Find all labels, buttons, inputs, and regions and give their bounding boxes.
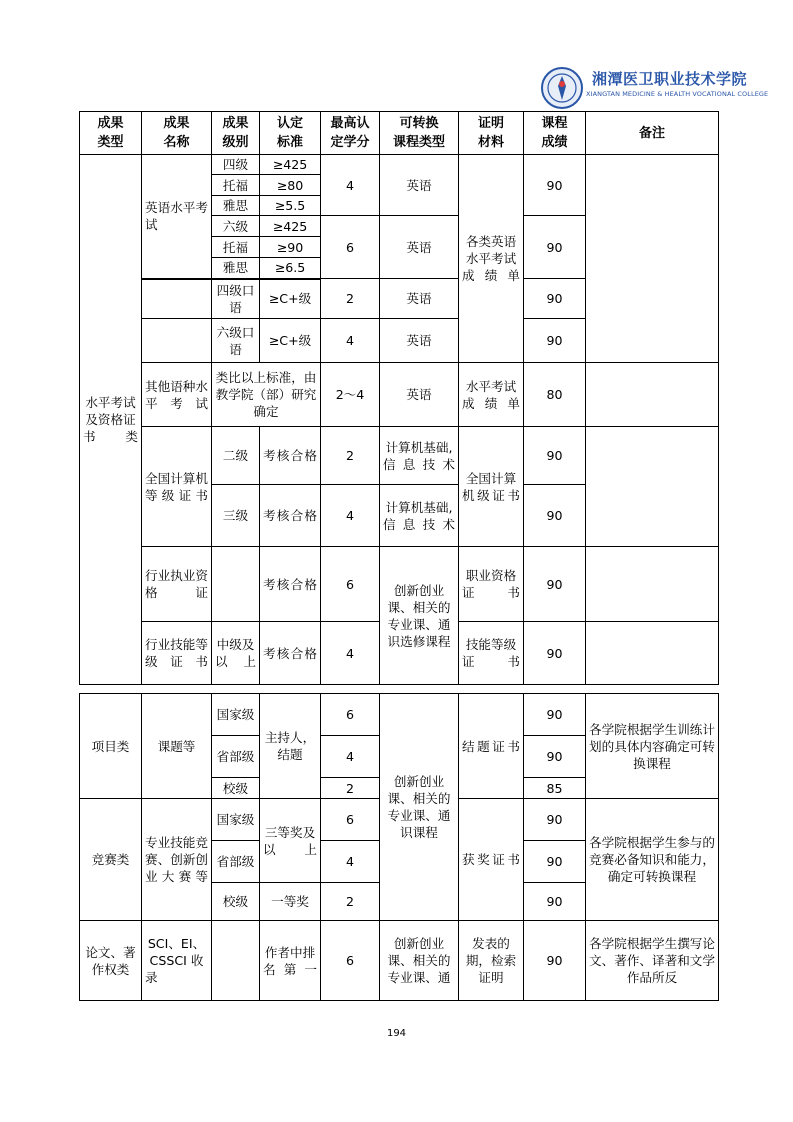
grade-cell: 90 [524, 736, 586, 778]
level-cell: 国家级 [212, 799, 260, 841]
course-cell: 英语 [380, 155, 459, 216]
grade-cell: 80 [524, 363, 586, 427]
standard-cell: 一等奖 [260, 883, 321, 921]
level-cell: 国家级 [212, 694, 260, 736]
credit-cell: 2 [321, 279, 380, 319]
achievement-name [142, 279, 212, 319]
school-name-en: XIANGTAN MEDICINE & HEALTH VOCATIONAL COLLEGE [586, 90, 769, 98]
credit-cell: 2 [321, 427, 380, 485]
credit-cell: 4 [321, 485, 380, 547]
standard-cell: 作者中排名第一 [260, 921, 321, 1001]
credit-cell: 4 [321, 736, 380, 778]
header-remark: 备注 [586, 112, 719, 155]
achievement-name: 课题等 [142, 694, 212, 799]
course-cell: 创新创业课、相关的专业课、通识课程 [380, 694, 459, 921]
course-cell: 英语 [380, 279, 459, 319]
level-cell: 二级 [212, 427, 260, 485]
level-cell: 托福 [212, 175, 260, 196]
grade-cell: 90 [524, 694, 586, 736]
header-level: 成果 级别 [212, 112, 260, 155]
grade-cell: 90 [524, 216, 586, 279]
standard-cell: ≥6.5 [260, 258, 321, 279]
header-type: 成果 类型 [80, 112, 142, 155]
grade-cell: 90 [524, 921, 586, 1001]
proof-cell: 各类英语水平考试成绩单 [459, 155, 524, 363]
category-cell: 项目类 [80, 694, 142, 799]
level-cell: 雅思 [212, 196, 260, 216]
achievement-name: 英语水平考试 [142, 155, 212, 279]
credit-cell: 4 [321, 319, 380, 363]
grade-cell: 90 [524, 279, 586, 319]
remark-cell [586, 622, 719, 685]
course-cell: 英语 [380, 319, 459, 363]
standard-cell: 主持人，结题 [260, 694, 321, 799]
proof-cell: 水平考试成绩单 [459, 363, 524, 427]
remark-cell [586, 155, 719, 363]
level-cell: 托福 [212, 237, 260, 258]
header-credit: 最高认 定学分 [321, 112, 380, 155]
proof-cell: 获奖证书 [459, 799, 524, 921]
grade-cell: 85 [524, 778, 586, 799]
achievement-name: 其他语种水平考试 [142, 363, 212, 427]
course-cell: 英语 [380, 363, 459, 427]
credit-cell: 4 [321, 622, 380, 685]
credit-cell: 6 [321, 694, 380, 736]
remark-cell [586, 427, 719, 547]
credit-cell: 6 [321, 216, 380, 279]
course-cell: 创新创业课、相关的专业课、通 [380, 921, 459, 1001]
standard-cell: ≥90 [260, 237, 321, 258]
standard-cell: 考核合格 [260, 427, 321, 485]
credit-cell: 6 [321, 921, 380, 1001]
remark-cell: 各学院根据学生参与的竞赛必备知识和能力，确定可转换课程 [586, 799, 719, 921]
credit-cell: 6 [321, 547, 380, 622]
standard-cell: 类比以上标准，由教学院（部）研究确定 [212, 363, 321, 427]
grade-cell: 90 [524, 319, 586, 363]
header-standard: 认定 标准 [260, 112, 321, 155]
course-cell: 计算机基础,信息技术 [380, 485, 459, 547]
achievement-name: 全国计算机等级证书 [142, 427, 212, 547]
course-cell: 创新创业课、相关的专业课、通识选修课程 [380, 547, 459, 685]
credit-cell: 4 [321, 841, 380, 883]
school-name: 湘潭医卫职业技术学院 [592, 70, 748, 88]
level-cell: 四级 [212, 155, 260, 175]
level-cell [212, 547, 260, 622]
level-cell: 校级 [212, 883, 260, 921]
standard-cell: 考核合格 [260, 622, 321, 685]
header-course: 可转换 课程类型 [380, 112, 459, 155]
table-row [80, 694, 719, 736]
credit-cell: 4 [321, 155, 380, 216]
grade-cell: 90 [524, 841, 586, 883]
standard-cell: ≥C+级 [260, 279, 321, 319]
header-name: 成果 名称 [142, 112, 212, 155]
grade-cell: 90 [524, 883, 586, 921]
standard-cell: ≥5.5 [260, 196, 321, 216]
achievement-name: 专业技能竞赛、创新创业大赛等 [142, 799, 212, 921]
proof-cell: 技能等级证书 [459, 622, 524, 685]
proof-cell: 全国计算机级证书 [459, 427, 524, 547]
header-grade: 课程 成绩 [524, 112, 586, 155]
level-cell [212, 921, 260, 1001]
grade-cell: 90 [524, 547, 586, 622]
standard-cell: ≥425 [260, 216, 321, 237]
credit-cell: 2 [321, 778, 380, 799]
course-cell: 计算机基础,信息技术 [380, 427, 459, 485]
credit-cell: 2 [321, 883, 380, 921]
standard-cell: 考核合格 [260, 485, 321, 547]
proof-cell: 结题证书 [459, 694, 524, 799]
table-row [80, 155, 719, 175]
grade-cell: 90 [524, 155, 586, 216]
table-row [80, 363, 719, 427]
level-cell: 雅思 [212, 258, 260, 279]
category-cell: 水平考试及资格证书类 [80, 155, 142, 685]
category-cell: 论文、著作权类 [80, 921, 142, 1001]
level-cell: 六级口语 [212, 319, 260, 363]
table-row [80, 547, 719, 622]
grade-cell: 90 [524, 622, 586, 685]
grade-cell: 90 [524, 427, 586, 485]
credit-conversion-table [79, 111, 719, 685]
remark-cell [586, 547, 719, 622]
table-row [80, 921, 719, 1001]
remark-cell [586, 363, 719, 427]
level-cell: 六级 [212, 216, 260, 237]
standard-cell: ≥425 [260, 155, 321, 175]
page-number: 194 [386, 1028, 407, 1039]
level-cell: 中级及以上 [212, 622, 260, 685]
achievement-name: SCI、EI、CSSCI 收录 [142, 921, 212, 1001]
standard-cell: 考核合格 [260, 547, 321, 622]
standard-cell: ≥80 [260, 175, 321, 196]
category-cell: 竞赛类 [80, 799, 142, 921]
achievement-name [142, 319, 212, 363]
standard-cell: ≥C+级 [260, 319, 321, 363]
achievement-name: 行业技能等级证书 [142, 622, 212, 685]
level-cell: 校级 [212, 778, 260, 799]
proof-cell: 发表的期，检索证明 [459, 921, 524, 1001]
table-row [80, 427, 719, 485]
grade-cell: 90 [524, 485, 586, 547]
level-cell: 四级口语 [212, 279, 260, 319]
remark-cell: 各学院根据学生撰写论文、著作、译著和文学作品所反 [586, 921, 719, 1001]
level-cell: 省部级 [212, 736, 260, 778]
level-cell: 三级 [212, 485, 260, 547]
proof-cell: 职业资格证书 [459, 547, 524, 622]
credit-cell: 6 [321, 799, 380, 841]
header-proof: 证明 材料 [459, 112, 524, 155]
header-row [80, 112, 719, 155]
course-cell: 英语 [380, 216, 459, 279]
level-cell: 省部级 [212, 841, 260, 883]
credit-cell: 2～4 [321, 363, 380, 427]
standard-cell: 三等奖及以上 [260, 799, 321, 883]
achievement-name: 行业执业资格证 [142, 547, 212, 622]
remark-cell: 各学院根据学生训练计划的具体内容确定可转换课程 [586, 694, 719, 799]
grade-cell: 90 [524, 799, 586, 841]
credit-conversion-table-lower [79, 693, 719, 1001]
